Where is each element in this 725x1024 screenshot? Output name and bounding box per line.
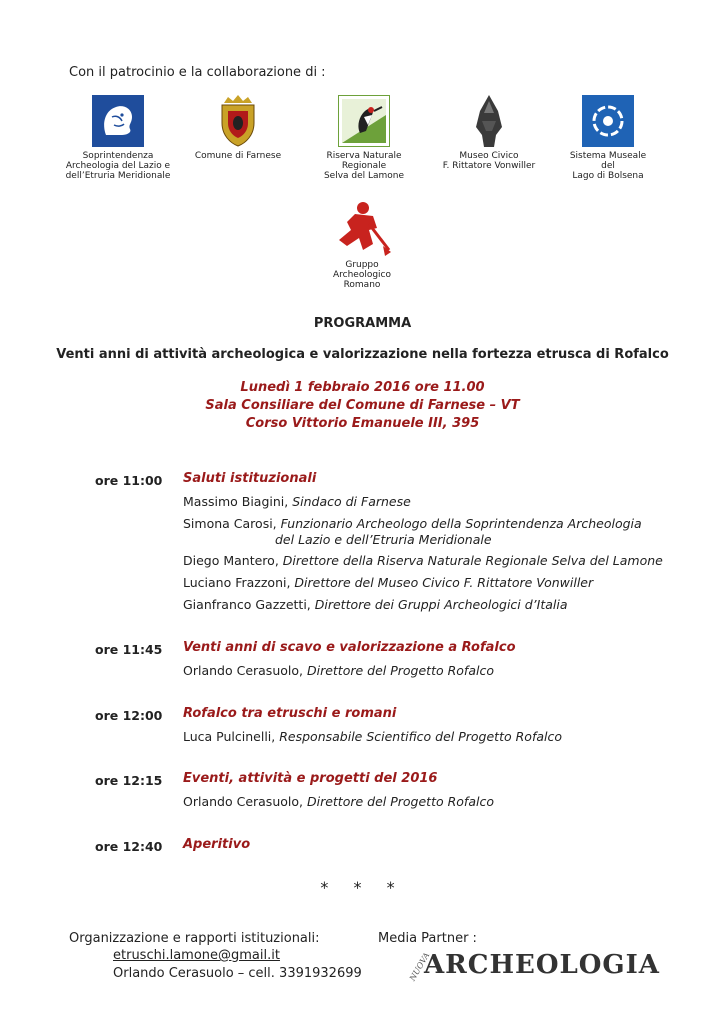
logo-caption: Gruppo Archeologico Romano bbox=[332, 260, 392, 290]
speaker-line bbox=[183, 575, 593, 591]
speaker-line bbox=[183, 553, 663, 569]
event-venue: Sala Consiliare del Comune di Farnese – VT bbox=[205, 398, 520, 413]
speaker-role-continuation: del Lazio e dell’Etruria Meridionale bbox=[275, 532, 492, 547]
logo-caption: Soprintendenza Archeologia del Lazio e dell’Etruria Meridionale bbox=[65, 151, 171, 181]
logo-prefix: NUOVA bbox=[408, 951, 432, 983]
woodpecker-icon bbox=[338, 95, 390, 147]
programme-heading: PROGRAMMA bbox=[313, 316, 412, 331]
speaker-name: Luciano Frazzoni, bbox=[183, 575, 295, 590]
logo-wordmark: ARCHEOLOGIA bbox=[424, 950, 660, 980]
media-partner-label: Media Partner : bbox=[378, 931, 477, 946]
logo-sistema-museale bbox=[556, 95, 660, 181]
session-time: ore 11:45 bbox=[95, 642, 163, 657]
digger-figure-icon bbox=[333, 200, 391, 256]
logo-caption: Riserva Naturale Regionale Selva del Lamone bbox=[323, 151, 405, 181]
organization-label: Organizzazione e rapporti istituzionali: bbox=[69, 931, 320, 946]
speaker-role: Sindaco di Farnese bbox=[292, 494, 411, 509]
speaker-name: Orlando Cerasuolo, bbox=[183, 794, 307, 809]
session-title: Rofalco tra etruschi e romani bbox=[183, 706, 397, 721]
speaker-line bbox=[183, 663, 494, 679]
speaker-line bbox=[183, 494, 411, 510]
session-time: ore 12:00 bbox=[95, 708, 163, 723]
speaker-role: Direttore della Riserva Naturale Regionale Selva del Lamone bbox=[282, 553, 663, 568]
logo-gruppo-archeologico bbox=[312, 200, 412, 290]
logo-caption: Museo Civico F. Rittatore Vonwiller bbox=[442, 151, 536, 171]
logo-caption: Sistema Museale del Lago di Bolsena bbox=[569, 151, 647, 181]
speaker-line bbox=[183, 794, 494, 810]
session-time: ore 12:40 bbox=[95, 839, 163, 854]
archeologia-logo bbox=[408, 948, 678, 988]
session-title: Venti anni di scavo e valorizzazione a Rofalco bbox=[183, 640, 516, 655]
logo-caption: Comune di Farnese bbox=[194, 151, 282, 161]
session-title: Eventi, attività e progetti del 2016 bbox=[183, 771, 438, 786]
speaker-role: Direttore dei Gruppi Archeologici d’Italia bbox=[314, 597, 568, 612]
patronage-intro: Con il patrocinio e la collaborazione di : bbox=[69, 65, 326, 80]
logo-museo-civico bbox=[436, 95, 542, 171]
session-time: ore 12:15 bbox=[95, 773, 163, 788]
speaker-name: Massimo Biagini, bbox=[183, 494, 293, 509]
speaker-line bbox=[183, 597, 568, 613]
speaker-role: Direttore del Museo Civico F. Rittatore Vonwiller bbox=[294, 575, 594, 590]
speaker-name: Simona Carosi, bbox=[183, 516, 281, 531]
soprintendenza-head-icon bbox=[92, 95, 144, 147]
speaker-name: Orlando Cerasuolo, bbox=[183, 663, 307, 678]
speaker-name: Diego Mantero, bbox=[183, 553, 283, 568]
circle-emblem-icon bbox=[582, 95, 634, 147]
session-time: ore 11:00 bbox=[95, 473, 163, 488]
speaker-role: Direttore del Progetto Rofalco bbox=[306, 663, 494, 678]
speaker-line bbox=[183, 729, 562, 745]
separator-stars: * * * bbox=[320, 878, 405, 897]
speaker-name: Luca Pulcinelli, bbox=[183, 729, 280, 744]
speaker-name: Gianfranco Gazzetti, bbox=[183, 597, 315, 612]
speaker-role: Funzionario Archeologo della Soprintendenza Archeologia bbox=[280, 516, 642, 531]
event-address: Corso Vittorio Emanuele III, 395 bbox=[245, 416, 480, 431]
session-title: Saluti istituzionali bbox=[183, 471, 317, 486]
organization-contact: Orlando Cerasuolo – cell. 3391932699 bbox=[113, 966, 362, 981]
speaker-role: Direttore del Progetto Rofalco bbox=[306, 794, 494, 809]
event-title: Venti anni di attività archeologica e valorizzazione nella fortezza etrusca di Rofalco bbox=[56, 347, 669, 362]
speaker-line bbox=[183, 516, 642, 548]
event-date: Lunedì 1 febbraio 2016 ore 11.00 bbox=[240, 380, 485, 395]
logo-comune-farnese bbox=[190, 95, 286, 161]
speaker-role: Responsabile Scientifico del Progetto Rofalco bbox=[279, 729, 562, 744]
farnese-coat-of-arms-icon bbox=[218, 95, 258, 147]
arrowhead-icon bbox=[472, 95, 506, 147]
session-title: Aperitivo bbox=[183, 837, 251, 852]
logo-soprintendenza bbox=[60, 95, 176, 181]
logo-riserva-lamone bbox=[312, 95, 416, 181]
organization-email-link[interactable]: etruschi.lamone@gmail.it bbox=[113, 948, 280, 963]
